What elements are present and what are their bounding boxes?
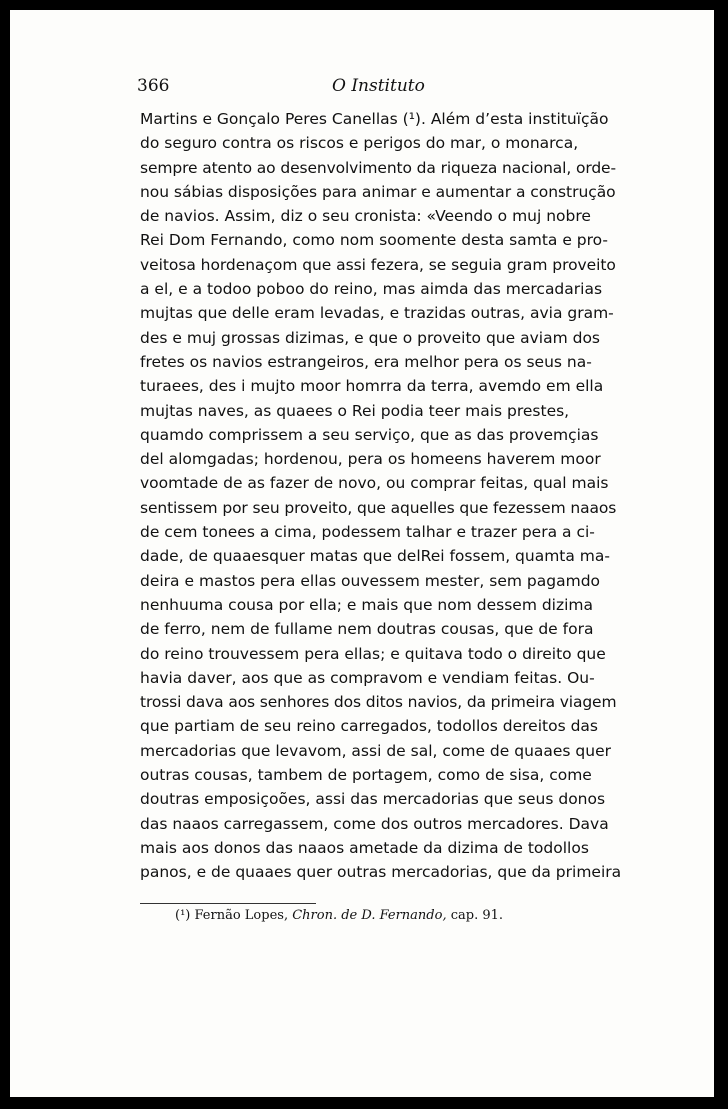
text-line: a el, e a todoo poboo do reino, mas aimda das mercadarias [140,280,603,299]
text-line: outras cousas, tambem de portagem, como de sisa, come [140,766,592,785]
footnote-work: Chron. de D. Fernando, [292,908,447,923]
footnote-reference: cap. 91. [450,908,504,923]
text-line: que partiam de seu reino carregados, todollos dereitos das [140,717,598,736]
footnote-rule [140,903,316,904]
text-line: doutras emposiçoões, assi das mercadorias que seus donos [140,790,606,809]
footnote-marker: (¹) [175,908,191,923]
text-line: deira e mastos pera ellas ouvessem mester, sem pagamdo [140,571,601,590]
text-line: de ferro, nem de fullame nem doutras cousas, que de fora [140,620,594,639]
text-line: mujtas que delle eram levadas, e trazidas outras, avia gram- [140,304,614,323]
footnote [175,908,503,923]
text-line: do reino trouvessem pera ellas; e quitava todo o direito que [140,644,606,663]
text-line: panos, e de quaaes quer outras mercadorias, que da primeira [140,863,622,882]
text-line: nenhuuma cousa por ella; e mais que nom dessem dizima [140,595,594,614]
text-line: de navios. Assim, diz o seu cronista: «Veendo o muj nobre [140,207,591,226]
text-line: Rei Dom Fernando, como nom soomente desta samta e pro- [140,231,609,250]
text-line: mais aos donos das naaos ametade da dizima de todollos [140,838,589,857]
text-line: Martins e Gonçalo Peres Canellas (¹). Além d’esta instituïção [140,110,609,128]
running-title: O Instituto [332,76,425,96]
footnote-author: Fernão Lopes, [194,908,289,923]
running-header [137,66,437,106]
text-line: des e muj grossas dizimas, e que o proveito que aviam dos [140,328,600,347]
text-line: das naaos carregassem, come dos outros mercadores. Dava [140,814,609,833]
text-line: fretes os navios estrangeiros, era melhor pera os seus na- [140,352,592,371]
text-line: do seguro contra os riscos e perigos do mar, o monarca, [140,134,579,153]
text-line: del alomgadas; hordenou, pera os homeens haverem moor [140,450,601,469]
text-line: trossi dava aos senhores dos ditos navios, da primeira viagem [140,693,617,712]
text-line: voomtade de as fazer de novo, ou comprar feitas, qual mais [140,474,609,493]
page-number: 366 [137,76,170,96]
text-line: turaees, des i mujto moor homrra da terra, avemdo em ella [140,377,604,396]
text-line: dade, de quaaesquer matas que delRei fossem, quamta ma- [140,547,610,566]
text-line: quamdo comprissem a seu serviço, que as das provemçias [140,425,599,444]
text-line: mujtas naves, as quaees o Rei podia teer mais prestes, [140,401,570,420]
text-line: nou sábias disposições para animar e aumentar a construção [140,182,616,201]
body-text [140,107,622,885]
text-line: havia daver, aos que as compravom e vendiam feitas. Ou- [140,668,595,687]
text-line: veitosa hordenaçom que assi fezera, se seguia gram proveito [140,255,616,274]
text-line: sempre atento ao desenvolvimento da riqueza nacional, orde- [140,158,616,177]
text-line: mercadorias que levavom, assi de sal, come de quaaes quer [140,741,611,760]
text-line: de cem tonees a cima, podessem talhar e trazer pera a ci- [140,523,595,542]
text-line: sentissem por seu proveito, que aquelles que fezessem naaos [140,498,617,517]
